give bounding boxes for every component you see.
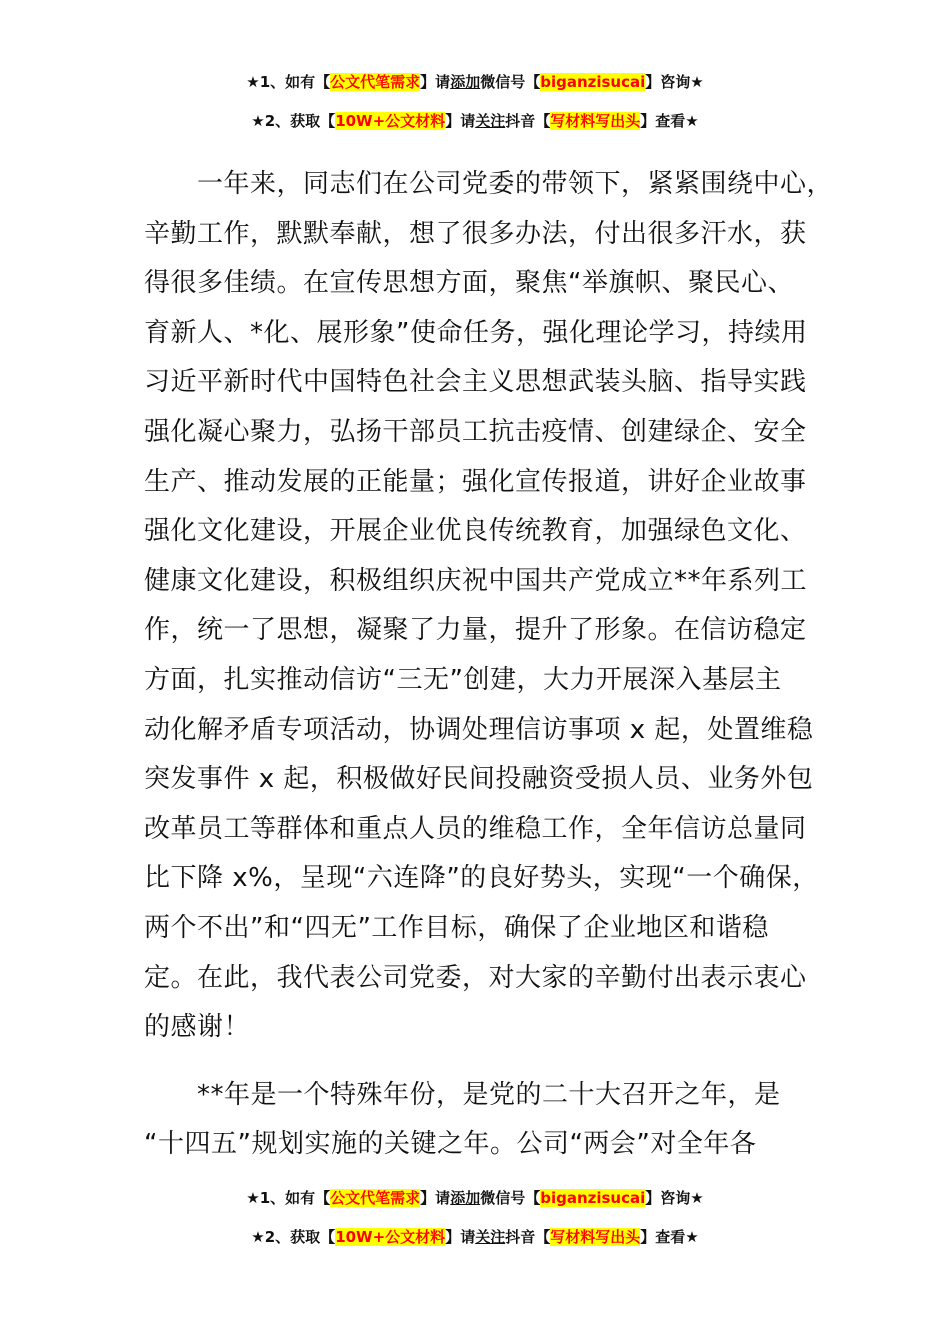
banner-highlight: 写材料写出头 bbox=[550, 1228, 641, 1246]
text-line: 两个不出”和“四无”工作目标，确保了企业地区和谐稳 bbox=[144, 912, 769, 943]
text-line: 育新人、*化、展形象”使命任务，强化理论学习，持续用 bbox=[144, 317, 808, 348]
banner-underline-text: 关注 bbox=[475, 1228, 506, 1246]
banner-text: 】咨询★ bbox=[645, 73, 704, 91]
footer-banner-line-2 bbox=[0, 1227, 950, 1247]
header-banner bbox=[0, 72, 950, 131]
banner-highlight: 写材料写出头 bbox=[550, 112, 641, 130]
banner-text: 】查看★ bbox=[640, 112, 699, 130]
banner-text: 微信号【 bbox=[480, 1189, 541, 1207]
text-line: 动化解矛盾专项活动，协调处理信访事项 x 起，处置维稳 bbox=[144, 714, 814, 745]
paragraph-1 bbox=[144, 160, 834, 1053]
text-line: 定。在此，我代表公司党委，对大家的辛勤付出表示衷心 bbox=[144, 962, 807, 993]
text-line: 改革员工等群体和重点人员的维稳工作，全年信访总量同 bbox=[144, 813, 807, 844]
banner-text: ★1、如有【 bbox=[246, 73, 331, 91]
banner-highlight: 10W+公文材料 bbox=[335, 1228, 446, 1246]
text-line: 作，统一了思想，凝聚了力量，提升了形象。在信访稳定 bbox=[144, 615, 807, 646]
banner-highlight: 公文代笔需求 bbox=[330, 73, 421, 91]
header-banner-line-1 bbox=[0, 72, 950, 92]
text-line: 突发事件 x 起，积极做好民间投融资受损人员、业务外包 bbox=[144, 764, 814, 795]
text-line: 的感谢！ bbox=[144, 1012, 251, 1043]
paragraph-gap bbox=[144, 1053, 824, 1071]
banner-text: 】请 bbox=[420, 73, 451, 91]
banner-text: 抖音【 bbox=[505, 112, 551, 130]
footer-banner-line-1 bbox=[0, 1188, 950, 1208]
text-line: “十四五”规划实施的关键之年。公司“两会”对全年各 bbox=[144, 1129, 757, 1160]
text-line: **年是一个特殊年份，是党的二十大召开之年，是 bbox=[144, 1079, 781, 1110]
document-body bbox=[144, 160, 834, 1170]
text-line: 生产、推动发展的正能量；强化宣传报道，讲好企业故事 bbox=[144, 466, 807, 497]
banner-text: ★2、获取【 bbox=[251, 1228, 336, 1246]
banner-text: ★1、如有【 bbox=[246, 1189, 331, 1207]
banner-text: 】请 bbox=[445, 112, 476, 130]
banner-underline-text: 添加 bbox=[450, 73, 481, 91]
banner-highlight: 10W+公文材料 bbox=[335, 112, 446, 130]
header-banner-line-2 bbox=[0, 111, 950, 131]
paragraph-2 bbox=[144, 1071, 824, 1170]
banner-highlight: biganzisucai bbox=[540, 1189, 646, 1207]
banner-text: ★2、获取【 bbox=[251, 112, 336, 130]
text-line: 健康文化建设，积极组织庆祝中国共产党成立**年系列工 bbox=[144, 565, 808, 596]
text-line: 一年来，同志们在公司党委的带领下，紧紧围绕中心， bbox=[144, 169, 834, 199]
banner-text: 】请 bbox=[445, 1228, 476, 1246]
text-line: 方面，扎实推动信访“三无”创建，大力开展深入基层主 bbox=[144, 664, 782, 695]
footer-banner bbox=[0, 1188, 950, 1247]
banner-text: 微信号【 bbox=[480, 73, 541, 91]
banner-text: 抖音【 bbox=[505, 1228, 551, 1246]
text-line: 强化文化建设，开展企业优良传统教育，加强绿色文化、 bbox=[144, 516, 807, 547]
banner-text: 】请 bbox=[420, 1189, 451, 1207]
banner-highlight: 公文代笔需求 bbox=[330, 1189, 421, 1207]
banner-underline-text: 添加 bbox=[450, 1189, 481, 1207]
text-line: 强化凝心聚力，弘扬干部员工抗击疫情、创建绿企、安全 bbox=[144, 416, 807, 447]
text-line: 得很多佳绩。在宣传思想方面，聚焦“举旗帜、聚民心、 bbox=[144, 268, 794, 299]
text-line: 辛勤工作，默默奉献，想了很多办法，付出很多汗水，获 bbox=[144, 218, 807, 249]
text-line: 习近平新时代中国特色社会主义思想武装头脑、指导实践 bbox=[144, 367, 807, 398]
banner-underline-text: 关注 bbox=[475, 112, 506, 130]
banner-text: 】咨询★ bbox=[645, 1189, 704, 1207]
banner-text: 】查看★ bbox=[640, 1228, 699, 1246]
text-line: 比下降 x%，呈现“六连降”的良好势头，实现“一个确保， bbox=[144, 863, 819, 894]
banner-highlight: biganzisucai bbox=[540, 73, 646, 91]
